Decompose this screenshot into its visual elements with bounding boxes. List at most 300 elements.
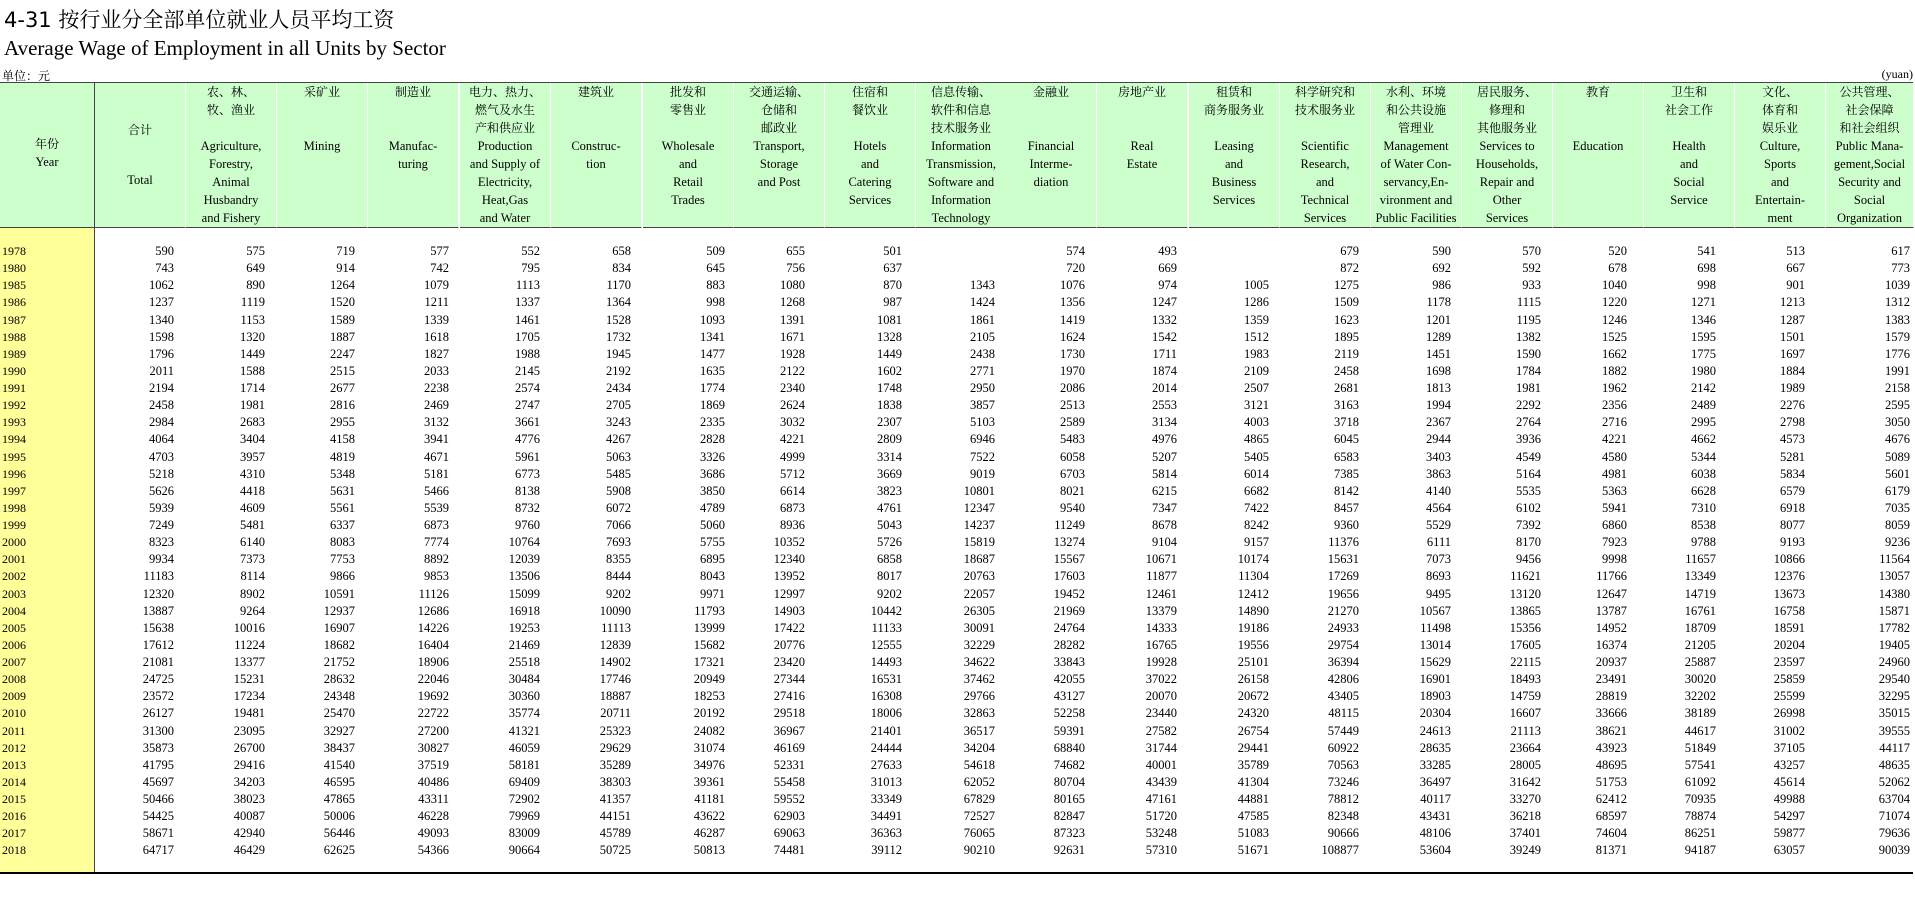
table-cell: 21969 (1053, 603, 1085, 618)
table-cell: 6583 (1334, 449, 1359, 464)
header-col-cn-line: 仓储和 (760, 103, 797, 117)
table-cell: 25323 (599, 723, 631, 738)
table-cell: 44881 (1237, 792, 1269, 806)
table-cell: 20776 (773, 637, 805, 652)
table-cell: 2950 (970, 381, 995, 395)
table-cell: 78812 (1327, 792, 1359, 806)
table-cell: 2507 (1244, 381, 1269, 395)
table-cell: 6918 (1780, 500, 1805, 515)
table-cell: 1882 (1602, 363, 1627, 378)
table-cell: 1275 (1334, 278, 1359, 293)
table-cell: 38303 (599, 774, 631, 789)
header-col-cn-line: 信息传输、 (930, 85, 991, 99)
table-cell: 45697 (142, 774, 174, 789)
table-cell: 47585 (1237, 809, 1269, 824)
table-cell: 46287 (693, 826, 725, 841)
table-cell: 1869 (700, 398, 725, 413)
table-cell: 22722 (417, 706, 449, 721)
table-cell: 6215 (1152, 483, 1177, 498)
table-cell: 1671 (780, 329, 805, 344)
table-cell: 6614 (780, 483, 805, 498)
table-cell: 54618 (963, 757, 995, 772)
header-col-cn-line: 管理业 (1397, 121, 1434, 135)
table-cell: 9360 (1334, 518, 1359, 532)
table-cell: 20711 (600, 706, 631, 721)
table-cell: 21270 (1327, 603, 1359, 618)
table-cell: 20192 (693, 706, 725, 721)
table-cell: 2469 (424, 398, 449, 413)
header-col-en-line: Public Facilities (1375, 211, 1457, 225)
table-cell: 1062 (149, 278, 174, 293)
table-cell: 2238 (424, 381, 449, 395)
table-cell: 30020 (1684, 672, 1716, 687)
table-cell: 4580 (1602, 449, 1627, 464)
table-cell: 1705 (515, 329, 540, 344)
table-row (0, 415, 1913, 432)
table-cell: 9456 (1516, 552, 1541, 567)
table-cell: 69063 (773, 826, 805, 841)
table-cell: 1340 (149, 312, 174, 327)
table-cell: 59552 (773, 792, 805, 806)
table-cell: 31642 (1509, 774, 1541, 789)
header-col-en-line: Trades (671, 193, 705, 207)
table-row (0, 261, 1913, 278)
table-row (0, 244, 1913, 261)
table-cell: 7249 (149, 518, 174, 532)
table-cell: 679 (1340, 244, 1359, 258)
table-cell: 3718 (1334, 415, 1359, 430)
table-cell: 35774 (508, 706, 540, 721)
header-col-en-line: Construc- (571, 139, 621, 153)
header-col-en-line: Research, (1300, 157, 1350, 171)
table-cell: 31013 (870, 774, 902, 789)
table-cell: 62903 (773, 809, 805, 824)
table-cell: 1359 (1244, 312, 1269, 327)
header-col-cn-line: 零售业 (669, 103, 706, 117)
table-cell: 14890 (1237, 603, 1269, 618)
table-cell: 30091 (963, 620, 995, 635)
table-cell: 36497 (1419, 774, 1451, 789)
table-cell: 692 (1432, 261, 1451, 276)
table-cell: 1598 (149, 329, 174, 344)
header-col-cn-line: 社会保障 (1845, 103, 1894, 117)
table-cell: 29416 (233, 757, 265, 772)
table-cell: 2340 (780, 381, 805, 395)
table-cell: 3243 (606, 415, 631, 430)
table-row (0, 501, 1913, 518)
table-cell: 18887 (599, 689, 631, 704)
table-cell: 36967 (773, 723, 805, 738)
table-cell: 1991 (1885, 363, 1910, 378)
table-cell: 1776 (1885, 346, 1910, 361)
header-col-en-line: Forestry, (209, 157, 253, 171)
table-cell: 16918 (508, 603, 540, 618)
table-cell: 19692 (417, 689, 449, 704)
table-cell: 6858 (877, 552, 902, 567)
table-cell: 20672 (1237, 689, 1269, 704)
table-cell: 21401 (870, 723, 902, 738)
header-col-en-line: Security and (1838, 175, 1901, 189)
table-row (0, 706, 1913, 723)
table-cell: 13952 (773, 569, 805, 584)
table-cell: 23597 (1773, 655, 1805, 669)
row-year: 1992 (2, 398, 26, 413)
table-cell: 83009 (508, 826, 540, 841)
table-cell: 59391 (1053, 723, 1085, 738)
row-year: 1993 (2, 415, 26, 430)
table-cell: 5961 (515, 449, 540, 464)
table-cell: 24764 (1053, 620, 1085, 635)
table-cell: 2513 (1060, 398, 1085, 413)
header-col-cn-line: 农、林、 (206, 85, 255, 99)
table-cell: 14903 (773, 603, 805, 618)
table-cell: 79969 (508, 809, 540, 824)
header-col-11 (1097, 83, 1188, 228)
table-cell: 1714 (240, 381, 265, 395)
table-cell: 1195 (1516, 312, 1541, 327)
header-col-en-line: and (678, 157, 698, 171)
table-cell: 49093 (417, 826, 449, 841)
header-col-en-line: Wholesale (661, 139, 715, 153)
row-year: 2009 (2, 689, 26, 704)
table-cell: 14952 (1595, 620, 1627, 635)
header-col-en-line: Other (1492, 193, 1522, 207)
table-cell: 6058 (1060, 449, 1085, 464)
table-cell: 1424 (970, 295, 995, 310)
table-cell: 6895 (700, 552, 725, 567)
header-col-en-line: turing (398, 157, 428, 171)
table-cell: 2515 (330, 363, 355, 378)
table-cell: 9019 (970, 466, 995, 481)
table-cell: 44617 (1684, 723, 1716, 738)
row-year: 1997 (2, 483, 26, 498)
table-cell: 8892 (424, 552, 449, 567)
table-cell: 25859 (1773, 672, 1805, 687)
table-cell: 90664 (508, 843, 540, 858)
table-row (0, 672, 1913, 689)
header-col-cn-line: 金融业 (1032, 85, 1069, 99)
table-cell: 19186 (1237, 620, 1269, 635)
table-cell: 32202 (1684, 689, 1716, 704)
header-col-en-line: Information (931, 193, 991, 207)
table-cell: 2683 (240, 415, 265, 430)
table-cell: 7066 (606, 518, 631, 532)
table-cell: 12647 (1595, 586, 1627, 601)
table-cell: 14759 (1509, 689, 1541, 704)
table-cell: 73246 (1327, 774, 1359, 789)
table-cell: 1887 (330, 329, 355, 344)
table-cell: 51671 (1237, 843, 1269, 858)
table-row (0, 484, 1913, 501)
table-cell: 5755 (700, 535, 725, 550)
table-cell: 18591 (1773, 620, 1805, 635)
table-cell: 20949 (693, 672, 725, 687)
table-cell: 34622 (963, 655, 995, 669)
table-cell: 645 (706, 261, 725, 276)
table-cell: 9866 (330, 569, 355, 584)
table-cell: 32229 (963, 637, 995, 652)
table-cell: 2705 (606, 398, 631, 413)
table-cell: 50006 (323, 809, 355, 824)
table-cell: 9853 (424, 569, 449, 584)
header-col-cn-line: 技术服务业 (1294, 103, 1355, 117)
table-cell: 3132 (424, 415, 449, 430)
table-cell: 7035 (1885, 500, 1910, 515)
table-cell: 4999 (780, 449, 805, 464)
table-cell: 10671 (1145, 552, 1177, 567)
header-col-cn: 合计 (127, 123, 152, 137)
header-col-cn-line: 居民服务、 (1476, 85, 1537, 99)
table-cell: 10352 (773, 535, 805, 550)
table-row (0, 826, 1913, 843)
table-cell: 5834 (1780, 466, 1805, 481)
table-cell: 17234 (233, 689, 265, 704)
table-cell: 1813 (1426, 381, 1451, 395)
header-year (0, 83, 95, 228)
table-cell: 21205 (1684, 637, 1716, 652)
table-cell: 39361 (693, 774, 725, 789)
table-cell: 14719 (1684, 586, 1716, 601)
table-cell: 1748 (877, 381, 902, 395)
table-cell: 49988 (1773, 792, 1805, 806)
table-cell: 11766 (1596, 569, 1627, 584)
table-cell: 9495 (1426, 586, 1451, 601)
table-cell: 2984 (149, 415, 174, 430)
table-cell: 72527 (963, 809, 995, 824)
table-cell: 14493 (870, 655, 902, 669)
table-cell: 18906 (417, 655, 449, 669)
table-cell: 23420 (773, 655, 805, 669)
table-cell: 8170 (1516, 535, 1541, 550)
table-cell: 13274 (1053, 535, 1085, 550)
table-cell: 12937 (323, 603, 355, 618)
table-cell: 26158 (1237, 672, 1269, 687)
header-col-cn-line: 卫生和 (1670, 85, 1707, 99)
table-cell: 4418 (240, 483, 265, 498)
table-cell: 1201 (1426, 312, 1451, 327)
table-cell: 41795 (142, 757, 174, 772)
table-cell: 1039 (1885, 278, 1910, 293)
table-cell: 4158 (330, 432, 355, 447)
table-cell: 53604 (1419, 843, 1451, 858)
table-cell: 509 (706, 244, 725, 258)
table-cell: 9934 (149, 552, 174, 567)
table-cell: 41304 (1237, 774, 1269, 789)
header-col-cn-line: 技术服务业 (930, 121, 991, 135)
table-cell: 50725 (599, 843, 631, 858)
table-cell: 4221 (780, 432, 805, 447)
table-cell: 57310 (1145, 843, 1177, 858)
table-cell: 12686 (417, 603, 449, 618)
table-cell: 8538 (1691, 518, 1716, 532)
table-cell: 5814 (1152, 466, 1177, 481)
table-cell: 3403 (1426, 449, 1451, 464)
table-cell: 92631 (1053, 843, 1085, 858)
table-cell: 5103 (970, 415, 995, 430)
table-cell: 5601 (1885, 466, 1910, 481)
table-cell: 18682 (323, 637, 355, 652)
table-cell: 8902 (240, 586, 265, 601)
table-cell: 3032 (780, 415, 805, 430)
table-cell: 27416 (773, 689, 805, 704)
table-cell: 78874 (1684, 809, 1716, 824)
table-cell: 9202 (877, 586, 902, 601)
table-cell: 8017 (877, 569, 902, 584)
table-cell: 1542 (1152, 329, 1177, 344)
header-col-en-line: Estate (1126, 157, 1158, 171)
row-year: 1998 (2, 500, 26, 515)
table-cell: 25599 (1773, 689, 1805, 704)
table-cell: 23440 (1145, 706, 1177, 721)
table-cell: 28819 (1595, 689, 1627, 704)
header-col-en-line: Services (1303, 211, 1347, 225)
table-cell: 28282 (1053, 637, 1085, 652)
table-cell: 18493 (1509, 672, 1541, 687)
table-cell: 2624 (780, 398, 805, 413)
table-cell: 22046 (417, 672, 449, 687)
table-cell: 15231 (233, 672, 265, 687)
page-title-chinese: 4-31 按行业分全部单位就业人员平均工资 (4, 8, 395, 32)
table-cell: 70935 (1684, 792, 1716, 806)
table-cell: 55458 (773, 774, 805, 789)
table-cell: 12555 (870, 637, 902, 652)
table-cell: 15356 (1509, 620, 1541, 635)
table-cell: 1980 (1691, 363, 1716, 378)
header-col-en-line: Households, (1475, 157, 1539, 171)
table-row (0, 432, 1913, 449)
header-col-14 (1371, 83, 1462, 228)
header-col-en-line: Information (931, 139, 991, 153)
table-row (0, 621, 1913, 638)
table-cell: 24320 (1237, 706, 1269, 721)
header-col-en-line: of Water Con- (1380, 157, 1452, 171)
table-cell: 1286 (1244, 295, 1269, 310)
header-col-16 (1553, 83, 1644, 228)
table-cell: 72902 (508, 792, 540, 806)
table-cell: 7310 (1691, 500, 1716, 515)
table-cell: 10764 (508, 535, 540, 550)
table-cell: 1391 (780, 312, 805, 327)
row-year: 2015 (2, 792, 26, 806)
table-cell: 18903 (1419, 689, 1451, 704)
table-cell: 5466 (424, 483, 449, 498)
table-cell: 4976 (1152, 432, 1177, 447)
table-cell: 1945 (606, 346, 631, 361)
table-cell: 2828 (700, 432, 725, 447)
table-cell: 974 (1158, 278, 1177, 293)
table-cell: 5281 (1780, 449, 1805, 464)
unit-label-chinese: 单位：元 (2, 69, 51, 83)
table-cell: 39555 (1878, 723, 1910, 738)
header-col-17 (1644, 83, 1735, 228)
table-cell: 1711 (1152, 346, 1177, 361)
table-cell: 13999 (693, 620, 725, 635)
header-col-cn-line: 娱乐业 (1761, 121, 1798, 135)
table-cell: 11224 (234, 637, 265, 652)
table-cell: 13673 (1773, 586, 1805, 601)
table-cell: 1461 (515, 312, 540, 327)
table-cell: 7347 (1152, 500, 1177, 515)
table-cell: 9540 (1060, 500, 1085, 515)
header-col-en-line: gement,Social (1833, 157, 1906, 171)
header-col-en-line: Services (1485, 211, 1529, 225)
table-cell: 34203 (233, 774, 265, 789)
table-cell: 3404 (240, 432, 265, 447)
table-cell: 6703 (1060, 466, 1085, 481)
table-cell: 552 (521, 244, 540, 258)
row-year: 1989 (2, 346, 26, 361)
table-cell: 12039 (508, 552, 540, 567)
table-cell: 53248 (1145, 826, 1177, 841)
row-year: 2007 (2, 655, 26, 669)
table-cell: 29766 (963, 689, 995, 704)
table-cell: 1525 (1602, 329, 1627, 344)
header-col-12 (1189, 83, 1280, 228)
table-cell: 42806 (1327, 672, 1359, 687)
table-cell: 520 (1608, 244, 1627, 258)
table-cell: 3326 (700, 449, 725, 464)
table-cell: 2438 (970, 346, 995, 361)
table-cell: 6140 (240, 535, 265, 550)
table-cell: 7422 (1244, 500, 1269, 515)
header-col-en-line: vironment and (1379, 193, 1453, 207)
table-cell: 74682 (1053, 757, 1085, 772)
table-cell: 40087 (233, 809, 265, 824)
table-cell: 4140 (1426, 483, 1451, 498)
table-cell: 2158 (1885, 381, 1910, 395)
table-cell: 87323 (1053, 826, 1085, 841)
table-cell: 1382 (1516, 329, 1541, 344)
table-cell: 6038 (1691, 466, 1716, 481)
header-col-en-line: diation (1033, 175, 1069, 189)
table-cell: 1328 (877, 329, 902, 344)
header-col-en-line: and (1224, 157, 1244, 171)
table-cell: 57541 (1684, 757, 1716, 772)
header-col-en-line: Services (1212, 193, 1256, 207)
table-cell: 1698 (1426, 363, 1451, 378)
table-cell: 8732 (515, 500, 540, 515)
table-cell: 1079 (424, 278, 449, 293)
header-col-en-line: Management (1383, 139, 1449, 153)
table-cell: 20204 (1773, 637, 1805, 652)
table-cell: 5529 (1426, 518, 1451, 532)
table-cell: 2955 (330, 415, 355, 430)
table-cell: 71074 (1878, 809, 1910, 824)
table-cell: 1983 (1244, 346, 1269, 361)
header-col-cn-line: 交通运输、 (748, 85, 809, 99)
table-cell: 16901 (1419, 672, 1451, 687)
table-cell: 1287 (1780, 312, 1805, 327)
row-year: 2003 (2, 586, 26, 601)
table-cell: 6628 (1691, 483, 1716, 498)
table-cell: 8242 (1244, 518, 1269, 532)
table-cell: 720 (1066, 261, 1085, 276)
table-cell: 2574 (515, 381, 540, 395)
table-cell: 5481 (240, 518, 265, 532)
table-cell: 1602 (877, 363, 902, 378)
table-cell: 933 (1522, 278, 1541, 293)
table-cell: 34204 (963, 740, 995, 755)
table-cell: 12839 (599, 637, 631, 652)
table-cell: 2809 (877, 432, 902, 447)
table-cell: 15682 (693, 637, 725, 652)
table-row (0, 278, 1913, 295)
table-cell: 5712 (780, 466, 805, 481)
table-cell: 24082 (693, 723, 725, 738)
header-col-en-line: Mining (303, 139, 341, 153)
table-cell: 46059 (508, 740, 540, 755)
table-cell: 90210 (963, 843, 995, 858)
